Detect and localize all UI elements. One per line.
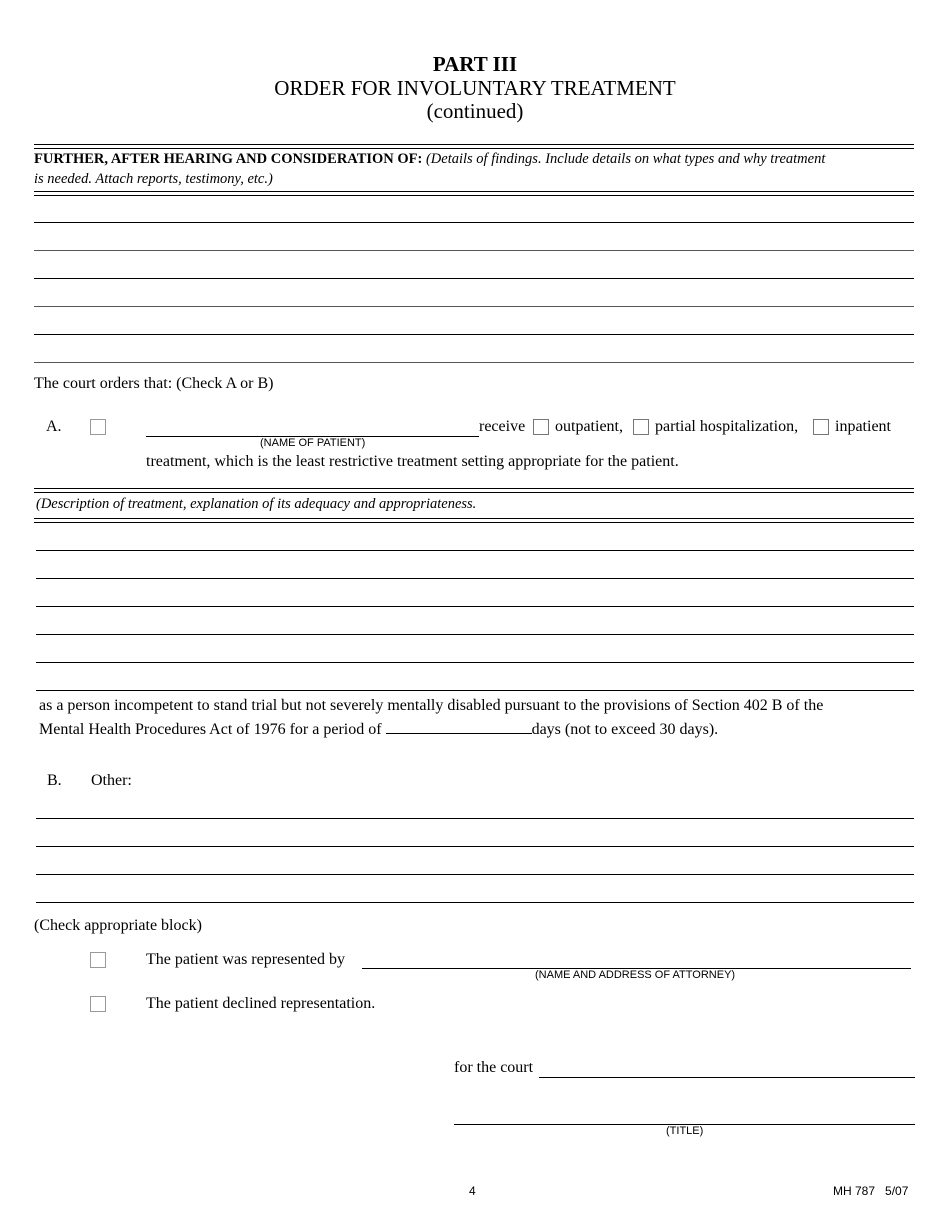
outpatient-checkbox[interactable] [533,419,549,435]
findings-italic-line2: is needed. Attach reports, testimony, etc.) [34,171,273,187]
part-heading: PART III [432,52,518,76]
description-italic: (Description of treatment, explanation of its adequacy and appropriateness. [36,496,477,512]
option-a-letter: A. [46,418,62,435]
findings-line[interactable] [34,250,914,251]
incompetent-statement-text: Mental Health Procedures Act of 1976 for a period of [39,721,386,738]
inpatient-checkbox[interactable] [813,419,829,435]
double-rule-mid-a [34,191,914,192]
treatment-statement: treatment, which is the least restrictive treatment setting appropriate for the patient. [146,453,679,470]
findings-line[interactable] [34,306,914,307]
option-b-letter: B. [47,772,62,789]
findings-line[interactable] [34,362,914,363]
incompetent-statement-line2 [39,719,718,739]
incompetent-statement-line1: as a person incompetent to stand trial but not severely mentally disabled pursuant to the provisions of Section 402 B of the [39,697,824,714]
other-line[interactable] [36,874,914,875]
findings-bold-label: FURTHER, AFTER HEARING AND CONSIDERATION OF: [34,151,423,167]
findings-line[interactable] [34,334,914,335]
partial-hospitalization-checkbox[interactable] [633,419,649,435]
double-rule-desc-d [34,522,914,523]
form-title: ORDER FOR INVOLUNTARY TREATMENT [274,76,676,100]
partial-hospitalization-label: partial hospitalization, [655,418,799,435]
findings-line[interactable] [34,278,914,279]
description-line[interactable] [36,550,914,551]
form-id: MH 787 5/07 [833,1184,909,1198]
other-line[interactable] [36,818,914,819]
double-rule-desc-a [34,488,914,489]
description-line[interactable] [36,606,914,607]
court-orders-label: The court orders that: (Check A or B) [34,375,274,392]
other-line[interactable] [36,846,914,847]
double-rule-mid-b [34,195,914,196]
title-caption: (TITLE) [666,1125,704,1137]
double-rule-top-b [34,148,914,149]
description-line[interactable] [36,662,914,663]
findings-line[interactable] [34,222,914,223]
patient-name-caption: (NAME OF PATIENT) [260,437,366,449]
days-limit-text: days (not to exceed 30 days). [531,721,719,738]
represented-checkbox[interactable] [90,952,106,968]
other-line[interactable] [36,902,914,903]
description-line[interactable] [36,578,914,579]
declined-label: The patient declined representation. [146,995,376,1012]
form-title-continued: (continued) [426,99,524,123]
description-line[interactable] [36,690,914,691]
receive-label: receive [479,418,526,435]
double-rule-desc-b [34,492,914,493]
findings-instruction-line2 [34,171,273,188]
check-block-label: (Check appropriate block) [34,917,202,934]
for-the-court-label: for the court [454,1059,534,1076]
days-field[interactable] [386,719,532,734]
double-rule-top-a [34,144,914,145]
outpatient-label: outpatient, [555,418,623,435]
description-line[interactable] [36,634,914,635]
option-a-checkbox[interactable] [90,419,106,435]
page-number: 4 [469,1184,476,1198]
findings-instruction-line1 [34,151,825,168]
represented-label: The patient was represented by [146,951,346,968]
attorney-caption: (NAME AND ADDRESS OF ATTORNEY) [535,969,736,981]
court-signature-field[interactable] [539,1077,915,1078]
inpatient-label: inpatient [835,418,891,435]
findings-italic-line1: (Details of findings. Include details on what types and why treatment [425,151,826,167]
option-b-label: Other: [91,772,132,789]
double-rule-desc-c [34,518,914,519]
declined-checkbox[interactable] [90,996,106,1012]
description-instruction [36,496,476,513]
